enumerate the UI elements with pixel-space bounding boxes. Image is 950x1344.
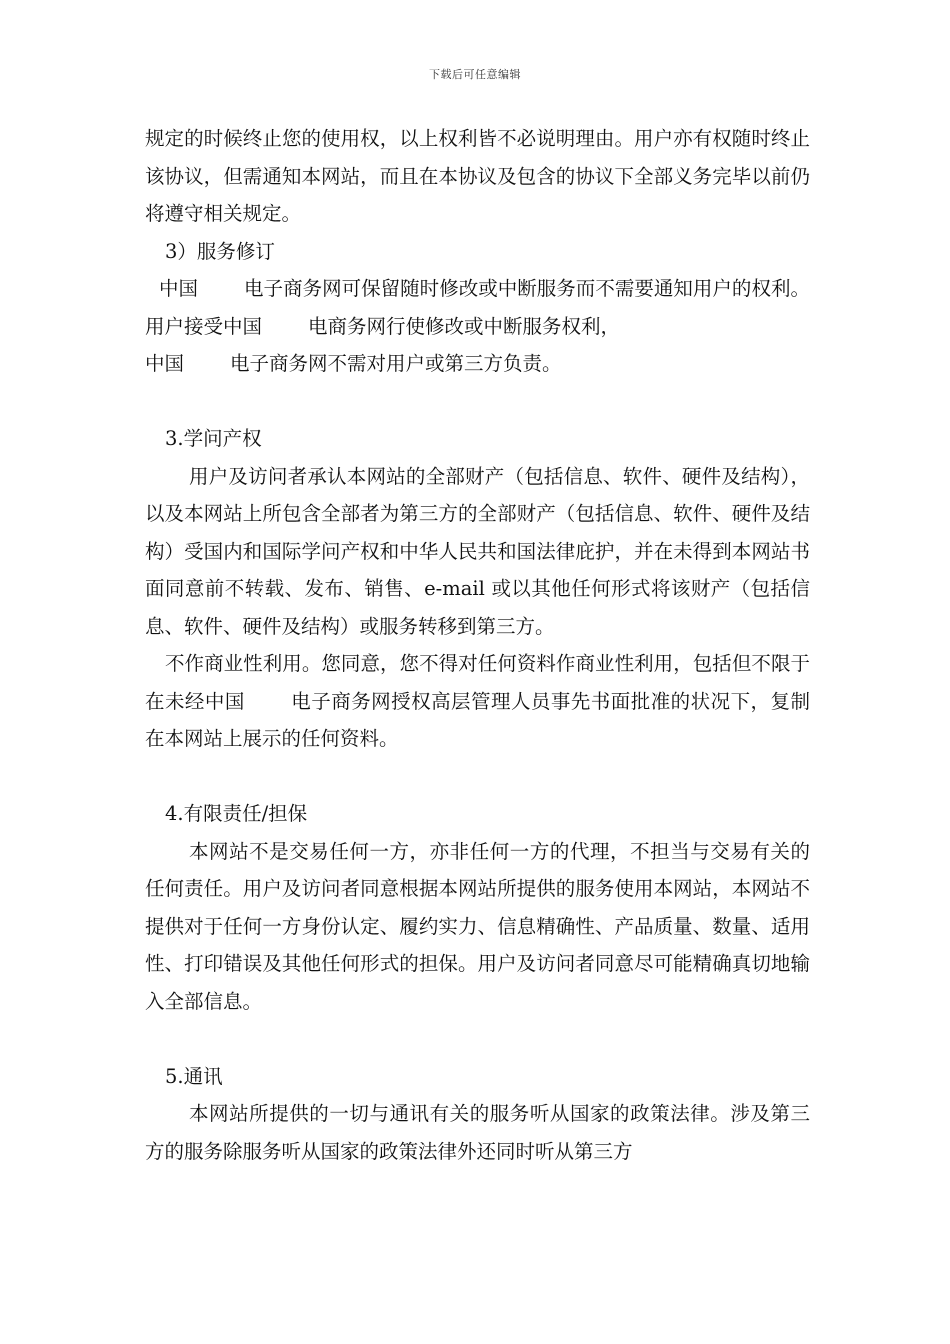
text-fragment: 电商务网行使修改或中断服务权利， — [308, 314, 621, 338]
section-title-ip: 3.学问产权 — [165, 427, 262, 450]
section-title-communications: 5.通讯 — [165, 1064, 223, 1088]
text-fragment: 电子商务网不需对用户或第三方负责。 — [230, 352, 562, 375]
paragraph-non-commercial — [145, 645, 810, 758]
text-fragment: 中国 — [159, 277, 199, 300]
text-fragment: 电子商务网授权高层管理人员事先书面批准的状况下，复制在本网站上展示的任何资料。 — [145, 689, 810, 750]
blank-line — [145, 1020, 810, 1058]
text-fragment: 不作商业性利用。您同意，您不得对任何资料作商业性利用，包括但不限于在未经中国 — [145, 652, 810, 713]
section-title-liability: 4.有限责任/担保 — [165, 802, 308, 825]
text-fragment: 中国 — [145, 352, 185, 375]
document-body — [145, 120, 810, 1170]
text-fragment: 电子商务网可保留随时修改或中断服务而不需要通知用户的权利。用户接受中国 — [145, 277, 810, 338]
subsection-title-service-revision: 3）服务修订 — [165, 239, 275, 263]
paragraph-communications: 本网站所提供的一切与通讯有关的服务听从国家的政策法律。涉及第三方的服务除服务听从国家的政策法律外还同时听从第三方 — [145, 1102, 810, 1163]
paragraph-service-revision — [145, 270, 810, 383]
paragraph-termination: 规定的时候终止您的使用权，以上权利皆不必说明理由。用户亦有权随时终止该协议，但需通知本网站，而且在本协议及包含的协议下全部义务完毕以前仍将遵守相关规定。 — [145, 127, 810, 225]
blank-line — [145, 758, 810, 796]
paragraph-liability: 本网站不是交易任何一方，亦非任何一方的代理，不担当与交易有关的任何责任。用户及访问者同意根据本网站所提供的服务使用本网站，本网站不提供对于任何一方身份认定、履约实力、信息精确性、产品质量、数量、适用性、打印错误及其他任何形式的担保。用户及访问者同意尽可能精确真切地输入全部信息。 — [145, 839, 810, 1013]
paragraph-ip: 用户及访问者承认本网站的全部财产（包括信息、软件、硬件及结构），以及本网站上所包含全部者为第三方的全部财产（包括信息、软件、硬件及结构）受国内和国际学问产权和中华人民共和国法律庇护，并在未得到本网站书面同意前不转载、发布、销售、e-mail 或以其他任何形式将该财产（包括信息、软件、硬件及结构）或服务转移到第三方。 — [145, 464, 810, 638]
page-header: 下载后可任意编辑 — [429, 68, 521, 81]
blank-line — [145, 383, 810, 421]
